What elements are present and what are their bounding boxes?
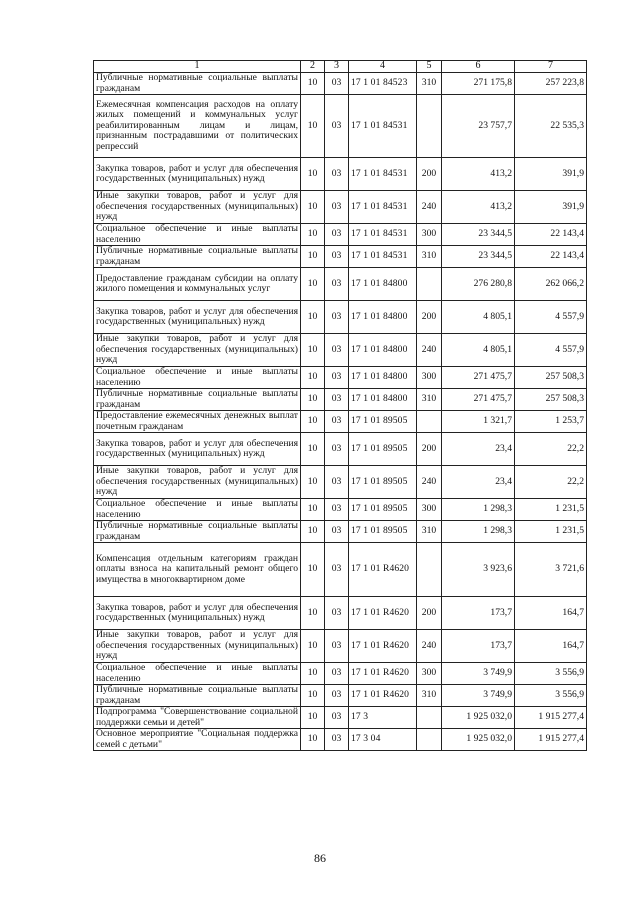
table-row xyxy=(94,466,587,499)
amount-year2-cell: 3 721,6 xyxy=(515,543,587,597)
table-row xyxy=(94,707,587,729)
target-article-cell: 17 1 01 R4620 xyxy=(349,685,417,707)
expense-type-cell: 300 xyxy=(417,499,442,521)
table-row xyxy=(94,630,587,663)
expense-type-cell: 240 xyxy=(417,466,442,499)
name-cell: Публичные нормативные социальные выплаты гражданам xyxy=(94,685,301,707)
section-cell: 10 xyxy=(301,191,325,224)
name-cell: Подпрограмма "Совершенствование социальной поддержки семьи и детей" xyxy=(94,707,301,729)
table-row xyxy=(94,543,587,597)
table-row xyxy=(94,191,587,224)
table-row xyxy=(94,224,587,246)
subsection-cell: 03 xyxy=(325,543,349,597)
subsection-cell: 03 xyxy=(325,630,349,663)
amount-year2-cell: 391,9 xyxy=(515,158,587,191)
section-cell: 10 xyxy=(301,466,325,499)
name-cell: Публичные нормативные социальные выплаты гражданам xyxy=(94,73,301,95)
expense-type-cell xyxy=(417,411,442,433)
table-row xyxy=(94,411,587,433)
expense-type-cell: 310 xyxy=(417,246,442,268)
subsection-cell: 03 xyxy=(325,597,349,630)
name-cell: Социальное обеспечение и иные выплаты населению xyxy=(94,224,301,246)
subsection-cell: 03 xyxy=(325,367,349,389)
section-cell: 10 xyxy=(301,433,325,466)
expense-type-cell: 240 xyxy=(417,630,442,663)
table-row xyxy=(94,597,587,630)
section-cell: 10 xyxy=(301,367,325,389)
section-cell: 10 xyxy=(301,630,325,663)
amount-year1-cell: 4 805,1 xyxy=(442,334,515,367)
table-row xyxy=(94,433,587,466)
amount-year2-cell: 22,2 xyxy=(515,466,587,499)
amount-year2-cell: 22 143,4 xyxy=(515,246,587,268)
subsection-cell: 03 xyxy=(325,158,349,191)
amount-year2-cell: 1 915 277,4 xyxy=(515,707,587,729)
table-row xyxy=(94,499,587,521)
table-row xyxy=(94,158,587,191)
section-cell: 10 xyxy=(301,224,325,246)
expense-type-cell: 310 xyxy=(417,521,442,543)
amount-year2-cell: 257 223,8 xyxy=(515,73,587,95)
subsection-cell: 03 xyxy=(325,685,349,707)
table-row xyxy=(94,334,587,367)
amount-year2-cell: 164,7 xyxy=(515,597,587,630)
expense-type-cell: 310 xyxy=(417,685,442,707)
target-article-cell: 17 1 01 R4620 xyxy=(349,597,417,630)
expense-type-cell xyxy=(417,268,442,301)
amount-year1-cell: 1 298,3 xyxy=(442,521,515,543)
section-cell: 10 xyxy=(301,521,325,543)
budget-table xyxy=(93,60,587,751)
subsection-cell: 03 xyxy=(325,433,349,466)
subsection-cell: 03 xyxy=(325,224,349,246)
header-col-7: 7 xyxy=(515,61,587,73)
table-row xyxy=(94,301,587,334)
table-row xyxy=(94,367,587,389)
section-cell: 10 xyxy=(301,729,325,751)
subsection-cell: 03 xyxy=(325,707,349,729)
section-cell: 10 xyxy=(301,707,325,729)
section-cell: 10 xyxy=(301,301,325,334)
amount-year1-cell: 173,7 xyxy=(442,597,515,630)
subsection-cell: 03 xyxy=(325,334,349,367)
target-article-cell: 17 1 01 R4620 xyxy=(349,543,417,597)
expense-type-cell: 200 xyxy=(417,158,442,191)
amount-year2-cell: 164,7 xyxy=(515,630,587,663)
amount-year1-cell: 1 298,3 xyxy=(442,499,515,521)
subsection-cell: 03 xyxy=(325,268,349,301)
section-cell: 10 xyxy=(301,246,325,268)
header-col-5: 5 xyxy=(417,61,442,73)
subsection-cell: 03 xyxy=(325,663,349,685)
section-cell: 10 xyxy=(301,334,325,367)
table-row xyxy=(94,95,587,158)
amount-year1-cell: 3 749,9 xyxy=(442,663,515,685)
name-cell: Публичные нормативные социальные выплаты гражданам xyxy=(94,389,301,411)
section-cell: 10 xyxy=(301,389,325,411)
section-cell: 10 xyxy=(301,543,325,597)
target-article-cell: 17 1 01 84523 xyxy=(349,73,417,95)
amount-year1-cell: 413,2 xyxy=(442,158,515,191)
subsection-cell: 03 xyxy=(325,95,349,158)
table-row xyxy=(94,729,587,751)
amount-year2-cell: 391,9 xyxy=(515,191,587,224)
amount-year1-cell: 3 923,6 xyxy=(442,543,515,597)
name-cell: Иные закупки товаров, работ и услуг для обеспечения государственных (муниципальных) нужд xyxy=(94,191,301,224)
subsection-cell: 03 xyxy=(325,191,349,224)
target-article-cell: 17 1 01 84531 xyxy=(349,191,417,224)
amount-year1-cell: 271 475,7 xyxy=(442,389,515,411)
amount-year1-cell: 1 925 032,0 xyxy=(442,729,515,751)
header-col-6: 6 xyxy=(442,61,515,73)
subsection-cell: 03 xyxy=(325,499,349,521)
name-cell: Публичные нормативные социальные выплаты гражданам xyxy=(94,246,301,268)
section-cell: 10 xyxy=(301,95,325,158)
amount-year2-cell: 4 557,9 xyxy=(515,301,587,334)
subsection-cell: 03 xyxy=(325,729,349,751)
expense-type-cell: 240 xyxy=(417,191,442,224)
subsection-cell: 03 xyxy=(325,411,349,433)
name-cell: Публичные нормативные социальные выплаты гражданам xyxy=(94,521,301,543)
name-cell: Социальное обеспечение и иные выплаты населению xyxy=(94,367,301,389)
table-row xyxy=(94,389,587,411)
name-cell: Социальное обеспечение и иные выплаты населению xyxy=(94,663,301,685)
amount-year1-cell: 276 280,8 xyxy=(442,268,515,301)
target-article-cell: 17 1 01 R4620 xyxy=(349,663,417,685)
target-article-cell: 17 1 01 84531 xyxy=(349,95,417,158)
section-cell: 10 xyxy=(301,268,325,301)
name-cell: Предоставление гражданам субсидии на оплату жилого помещения и коммунальных услуг xyxy=(94,268,301,301)
name-cell: Закупка товаров, работ и услуг для обеспечения государственных (муниципальных) нужд xyxy=(94,433,301,466)
amount-year2-cell: 257 508,3 xyxy=(515,389,587,411)
amount-year1-cell: 173,7 xyxy=(442,630,515,663)
name-cell: Социальное обеспечение и иные выплаты населению xyxy=(94,499,301,521)
name-cell: Закупка товаров, работ и услуг для обеспечения государственных (муниципальных) нужд xyxy=(94,597,301,630)
target-article-cell: 17 1 01 84800 xyxy=(349,268,417,301)
target-article-cell: 17 1 01 84800 xyxy=(349,389,417,411)
target-article-cell: 17 1 01 84531 xyxy=(349,224,417,246)
name-cell: Иные закупки товаров, работ и услуг для обеспечения государственных (муниципальных) нужд xyxy=(94,630,301,663)
section-cell: 10 xyxy=(301,597,325,630)
header-col-3: 3 xyxy=(325,61,349,73)
target-article-cell: 17 1 01 89505 xyxy=(349,521,417,543)
amount-year2-cell: 1 231,5 xyxy=(515,521,587,543)
expense-type-cell xyxy=(417,95,442,158)
name-cell: Иные закупки товаров, работ и услуг для обеспечения государственных (муниципальных) нужд xyxy=(94,466,301,499)
header-row xyxy=(94,61,587,73)
amount-year2-cell: 1 253,7 xyxy=(515,411,587,433)
table-body xyxy=(94,73,587,751)
amount-year1-cell: 23 757,7 xyxy=(442,95,515,158)
header-col-1: 1 xyxy=(94,61,301,73)
amount-year2-cell: 22,2 xyxy=(515,433,587,466)
amount-year2-cell: 22 535,3 xyxy=(515,95,587,158)
section-cell: 10 xyxy=(301,73,325,95)
amount-year1-cell: 23 344,5 xyxy=(442,246,515,268)
target-article-cell: 17 3 xyxy=(349,707,417,729)
amount-year1-cell: 23,4 xyxy=(442,433,515,466)
target-article-cell: 17 3 04 xyxy=(349,729,417,751)
target-article-cell: 17 1 01 84800 xyxy=(349,334,417,367)
subsection-cell: 03 xyxy=(325,521,349,543)
table-row xyxy=(94,663,587,685)
target-article-cell: 17 1 01 84800 xyxy=(349,301,417,334)
name-cell: Закупка товаров, работ и услуг для обеспечения государственных (муниципальных) нужд xyxy=(94,301,301,334)
section-cell: 10 xyxy=(301,663,325,685)
target-article-cell: 17 1 01 84800 xyxy=(349,367,417,389)
expense-type-cell xyxy=(417,543,442,597)
name-cell: Основное мероприятие "Социальная поддержка семей с детьми" xyxy=(94,729,301,751)
target-article-cell: 17 1 01 89505 xyxy=(349,433,417,466)
amount-year2-cell: 3 556,9 xyxy=(515,685,587,707)
target-article-cell: 17 1 01 89505 xyxy=(349,466,417,499)
expense-type-cell: 200 xyxy=(417,597,442,630)
amount-year2-cell: 4 557,9 xyxy=(515,334,587,367)
expense-type-cell: 310 xyxy=(417,389,442,411)
expense-type-cell xyxy=(417,729,442,751)
amount-year1-cell: 23,4 xyxy=(442,466,515,499)
amount-year1-cell: 3 749,9 xyxy=(442,685,515,707)
amount-year1-cell: 271 475,7 xyxy=(442,367,515,389)
table-row xyxy=(94,246,587,268)
name-cell: Предоставление ежемесячных денежных выплат почетным гражданам xyxy=(94,411,301,433)
name-cell: Закупка товаров, работ и услуг для обеспечения государственных (муниципальных) нужд xyxy=(94,158,301,191)
amount-year2-cell: 1 915 277,4 xyxy=(515,729,587,751)
expense-type-cell: 200 xyxy=(417,433,442,466)
amount-year1-cell: 4 805,1 xyxy=(442,301,515,334)
target-article-cell: 17 1 01 R4620 xyxy=(349,630,417,663)
expense-type-cell: 300 xyxy=(417,663,442,685)
amount-year2-cell: 262 066,2 xyxy=(515,268,587,301)
section-cell: 10 xyxy=(301,499,325,521)
name-cell: Иные закупки товаров, работ и услуг для обеспечения государственных (муниципальных) нужд xyxy=(94,334,301,367)
target-article-cell: 17 1 01 89505 xyxy=(349,411,417,433)
amount-year2-cell: 22 143,4 xyxy=(515,224,587,246)
expense-type-cell: 300 xyxy=(417,367,442,389)
header-col-4: 4 xyxy=(349,61,417,73)
table-row xyxy=(94,268,587,301)
table-row xyxy=(94,685,587,707)
section-cell: 10 xyxy=(301,685,325,707)
amount-year1-cell: 23 344,5 xyxy=(442,224,515,246)
header-col-2: 2 xyxy=(301,61,325,73)
amount-year1-cell: 271 175,8 xyxy=(442,73,515,95)
subsection-cell: 03 xyxy=(325,466,349,499)
page-number: 86 xyxy=(314,851,326,865)
expense-type-cell xyxy=(417,707,442,729)
target-article-cell: 17 1 01 84531 xyxy=(349,246,417,268)
subsection-cell: 03 xyxy=(325,389,349,411)
amount-year1-cell: 413,2 xyxy=(442,191,515,224)
expense-type-cell: 300 xyxy=(417,224,442,246)
subsection-cell: 03 xyxy=(325,246,349,268)
subsection-cell: 03 xyxy=(325,73,349,95)
expense-type-cell: 310 xyxy=(417,73,442,95)
section-cell: 10 xyxy=(301,158,325,191)
amount-year1-cell: 1 321,7 xyxy=(442,411,515,433)
expense-type-cell: 240 xyxy=(417,334,442,367)
table-row xyxy=(94,73,587,95)
amount-year2-cell: 1 231,5 xyxy=(515,499,587,521)
table-row xyxy=(94,521,587,543)
amount-year1-cell: 1 925 032,0 xyxy=(442,707,515,729)
name-cell: Ежемесячная компенсация расходов на оплату жилых помещений и коммунальных услуг реабилитированным лицам и лицам, признанным пострадавшими от политических репрессий xyxy=(94,95,301,158)
amount-year2-cell: 3 556,9 xyxy=(515,663,587,685)
section-cell: 10 xyxy=(301,411,325,433)
name-cell: Компенсация отдельным категориям граждан оплаты взноса на капитальный ремонт общего имущества в многоквартирном доме xyxy=(94,543,301,597)
target-article-cell: 17 1 01 84531 xyxy=(349,158,417,191)
expense-type-cell: 200 xyxy=(417,301,442,334)
amount-year2-cell: 257 508,3 xyxy=(515,367,587,389)
target-article-cell: 17 1 01 89505 xyxy=(349,499,417,521)
subsection-cell: 03 xyxy=(325,301,349,334)
